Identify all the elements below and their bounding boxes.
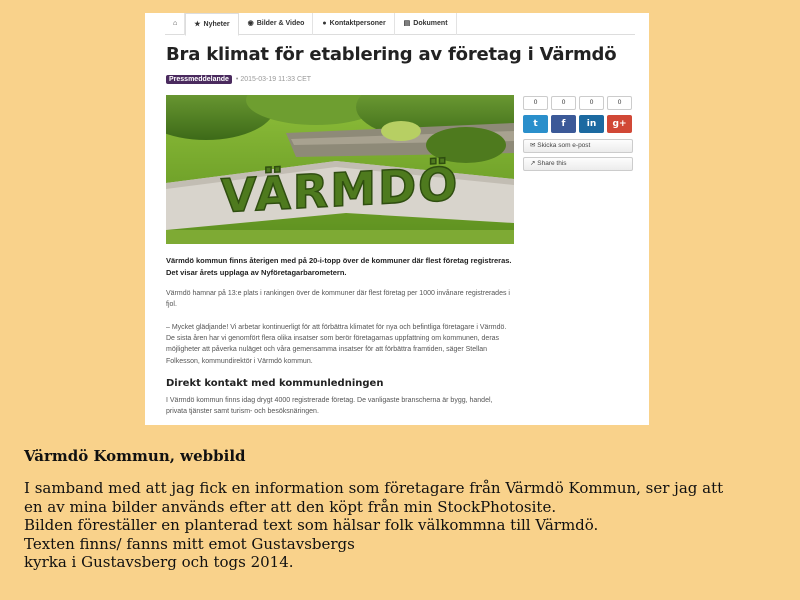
caption-line: en av mina bilder används efter att den köpt från min StockPhotosite. [24, 497, 557, 516]
twitter-icon[interactable]: t [523, 115, 548, 133]
star-icon: ★ [194, 20, 201, 28]
tab-label: Nyheter [203, 20, 230, 28]
caption-line: kyrka i Gustavsberg och togs 2014. [24, 553, 294, 572]
facebook-icon[interactable]: f [551, 115, 576, 133]
tab-home[interactable] [165, 13, 185, 35]
hero-plant-text: VÄRMDÖ [220, 156, 460, 224]
tab-kontaktpersoner[interactable] [313, 13, 394, 35]
article-paragraph-3: I Värmdö kommun finns idag drygt 4000 registrerade företag. De vanligaste branscherna är bygg, handel, privata tjänster samt turism- och besöksnäringen. [166, 397, 493, 416]
hero-photo[interactable] [166, 95, 514, 244]
tab-bilder-video[interactable] [239, 13, 314, 35]
webpage-screenshot [145, 13, 649, 425]
article-paragraph-2: – Mycket glädjande! Vi arbetar kontinuerligt för att förbättra klimatet för nya och befintliga företagare i Värmdö. De sista åren har vi genomfört flera olika insatser som berör företagarnas uppfattning om kommunen, deras möjligheter att påverka nuläget och våra gemensamma insatser för att förbättra framtiden, säger Stellan Folkesson, kommundirektör i Värmdö kommun. [166, 324, 507, 365]
press-release-badge[interactable]: Pressmeddelande [166, 75, 232, 84]
caption-line: Texten finns/ fanns mitt emot Gustavsbergs [24, 534, 355, 553]
share-count-twitter: 0 [523, 96, 548, 110]
social-share-buttons [523, 115, 632, 133]
publish-date: • 2015-03-19 11:33 CET [235, 76, 312, 83]
article-title: Bra klimat för etablering av företag i Värmdö [166, 44, 617, 65]
user-icon: ● [322, 20, 327, 27]
document-icon: ▤ [403, 20, 411, 27]
article-paragraph-1: Värmdö hamnar på 13:e plats i rankingen över de kommuner där flest företag per 1000 invånare registrerades i fjol. [166, 290, 510, 309]
article-subheading: Direkt kontakt med kommunledningen [166, 378, 384, 389]
share-this-button[interactable]: ↗ Share this [523, 157, 633, 171]
share-count-linkedin: 0 [579, 96, 604, 110]
caption-title: Värmdö Kommun, webbild [24, 447, 246, 465]
tab-dokument[interactable] [395, 13, 457, 35]
article-meta [166, 75, 311, 84]
tab-label: Bilder & Video [256, 20, 305, 27]
news-tabs [165, 13, 635, 35]
camera-icon: ◉ [247, 20, 254, 27]
linkedin-icon[interactable]: in [579, 115, 604, 133]
tab-label: Kontaktpersoner [329, 20, 386, 27]
tab-nyheter[interactable] [185, 13, 238, 36]
share-count-facebook: 0 [551, 96, 576, 110]
article-lead: Värmdö kommun finns återigen med på 20-i-topp över de kommuner där flest företag registreras. Det visar årets upplaga av Nyföretagarbarometern. [166, 256, 512, 277]
google-plus-icon[interactable]: g+ [607, 115, 632, 133]
home-icon: ⌂ [173, 20, 178, 27]
tab-label: Dokument [413, 20, 448, 27]
caption-line: Bilden föreställer en planterad text som hälsar folk välkommna till Värmdö. [24, 516, 599, 535]
email-share-button[interactable]: ✉ Skicka som e-post [523, 139, 633, 153]
share-counts [523, 96, 632, 110]
caption-body [24, 479, 784, 572]
caption-line: I samband med att jag fick en information som företagare från Värmdö Kommun, ser jag att [24, 479, 724, 497]
share-count-google-plus: 0 [607, 96, 632, 110]
